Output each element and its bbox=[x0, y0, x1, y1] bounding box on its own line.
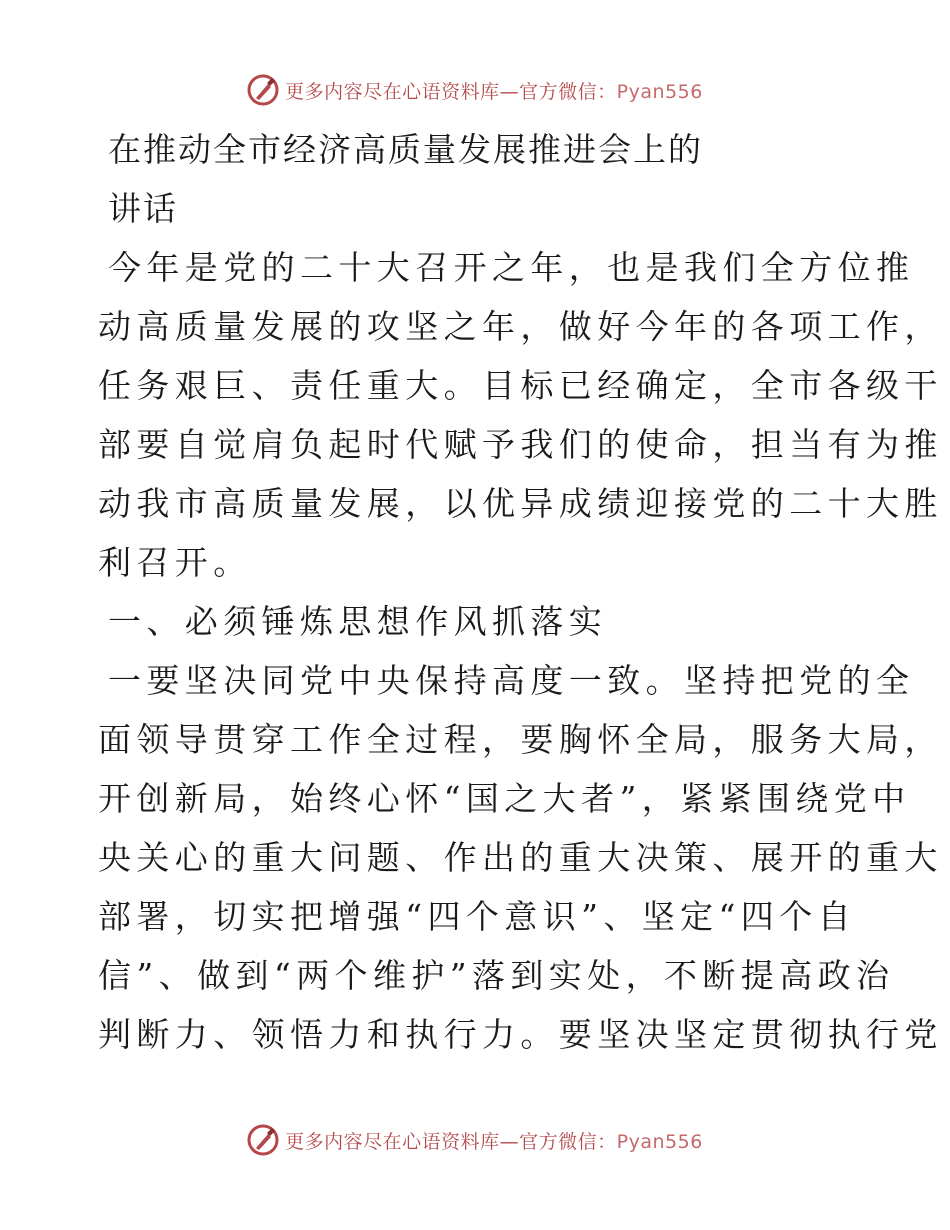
paragraph-1-line: 今年是党的二十大召开之年，也是我们全方位推 bbox=[108, 248, 915, 287]
paragraph-2-line: 一要坚决同党中央保持高度一致。坚持把党的全 bbox=[108, 661, 915, 700]
fountain-pen-logo-icon bbox=[247, 1124, 279, 1156]
watermark-text: 更多内容尽在心语资料库—官方微信：Pyan556 bbox=[285, 80, 703, 103]
paragraph-1-line: 动我市高质量发展，以优异成绩迎接党的二十大胜 bbox=[98, 484, 943, 523]
watermark-text: 更多内容尽在心语资料库—官方微信：Pyan556 bbox=[285, 1130, 703, 1153]
section-heading: 一、必须锤炼思想作风抓落实 bbox=[108, 602, 608, 641]
document-title-line-2: 讲话 bbox=[108, 189, 178, 228]
paragraph-2-line: 判断力、领悟力和执行力。要坚决坚定贯彻执行党 bbox=[98, 1015, 943, 1054]
watermark-handle: Pyan556 bbox=[616, 80, 703, 103]
document-title-line-1: 在推动全市经济高质量发展推进会上的 bbox=[108, 130, 703, 169]
paragraph-1-line: 利召开。 bbox=[98, 543, 252, 582]
paragraph-1-line: 任务艰巨、责任重大。目标已经确定，全市各级干 bbox=[98, 366, 943, 405]
fountain-pen-logo-icon bbox=[247, 74, 279, 106]
watermark-banner-top bbox=[0, 70, 950, 110]
paragraph-1-line: 部要自觉肩负起时代赋予我们的使命，担当有为推 bbox=[98, 425, 943, 464]
paragraph-2-line: 面领导贯穿工作全过程，要胸怀全局，服务大局， bbox=[98, 720, 943, 759]
paragraph-1-line: 动高质量发展的攻坚之年，做好今年的各项工作， bbox=[98, 307, 943, 346]
paragraph-2-line: 信”、做到“两个维护”落到实处，不断提高政治 bbox=[98, 956, 895, 995]
document-body bbox=[98, 120, 943, 1064]
watermark-banner-bottom bbox=[0, 1120, 950, 1160]
paragraph-2-line: 部署，切实把增强“四个意识”、坚定“四个自 bbox=[98, 897, 857, 936]
watermark-handle: Pyan556 bbox=[616, 1130, 703, 1153]
paragraph-2-line: 央关心的重大问题、作出的重大决策、展开的重大 bbox=[98, 838, 943, 877]
paragraph-2-line: 开创新局，始终心怀“国之大者”，紧紧围绕党中 bbox=[98, 779, 911, 818]
